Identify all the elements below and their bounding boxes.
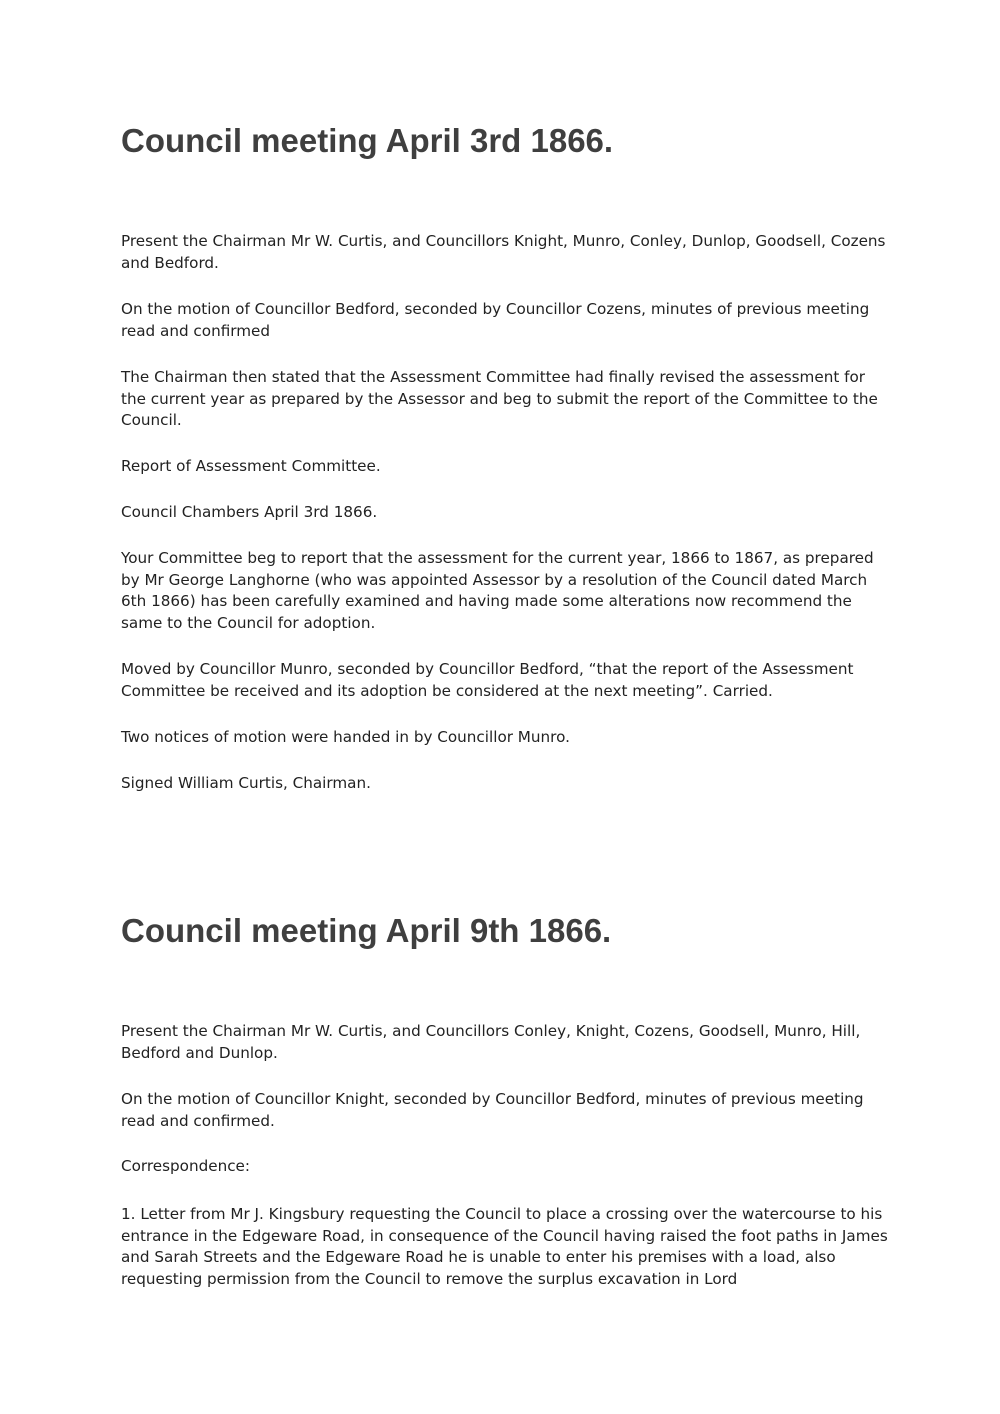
correspondence-heading: Correspondence: <box>121 1157 251 1175</box>
meeting-heading-april-9: Council meeting April 9th 1866. <box>121 912 612 949</box>
attendance-paragraph: Present the Chairman Mr W. Curtis, and Councillors Knight, Munro, Conley, Dunlop, Goodsell, Cozens and Bedford. <box>121 232 886 272</box>
meeting-heading-april-3: Council meeting April 3rd 1866. <box>121 122 614 159</box>
attendance-paragraph: Present the Chairman Mr W. Curtis, and Councillors Conley, Knight, Cozens, Goodsell, Munro, Hill, Bedford and Dunlop. <box>121 1022 861 1062</box>
minutes-confirmation-paragraph: On the motion of Councillor Knight, seconded by Councillor Bedford, minutes of previous meeting read and confirmed. <box>121 1090 864 1130</box>
minutes-confirmation-paragraph: On the motion of Councillor Bedford, seconded by Councillor Cozens, minutes of previous meeting read and confirmed <box>121 300 870 340</box>
correspondence-item-1: 1. Letter from Mr J. Kingsbury requesting the Council to place a crossing over the watercourse to his entrance in the Edgeware Road, in consequence of the Council having raised the foot paths in James and Sarah Streets and the Edgeware Road he is unable to enter his premises with a load, also requesting permission from the Council to remove the surplus excavation in Lord <box>121 1205 888 1288</box>
notices-paragraph: Two notices of motion were handed in by Councillor Munro. <box>121 728 570 746</box>
report-title-paragraph: Report of Assessment Committee. <box>121 457 381 475</box>
report-location-paragraph: Council Chambers April 3rd 1866. <box>121 503 378 521</box>
motion-paragraph: Moved by Councillor Munro, seconded by Councillor Bedford, “that the report of the Assessment Committee be received and its adoption be considered at the next meeting”. Carried. <box>121 660 854 700</box>
committee-report-paragraph: Your Committee beg to report that the assessment for the current year, 1866 to 1867, as prepared by Mr George Langhorne (who was appointed Assessor by a resolution of the Council dated March 6th 1866) has been carefully examined and having made some alterations now recommend the same to the Council for adoption. <box>121 549 874 632</box>
chairman-statement-paragraph: The Chairman then stated that the Assessment Committee had finally revised the assessment for the current year as prepared by the Assessor and beg to submit the report of the Committee to the Council. <box>121 368 878 429</box>
signature-paragraph: Signed William Curtis, Chairman. <box>121 774 371 792</box>
